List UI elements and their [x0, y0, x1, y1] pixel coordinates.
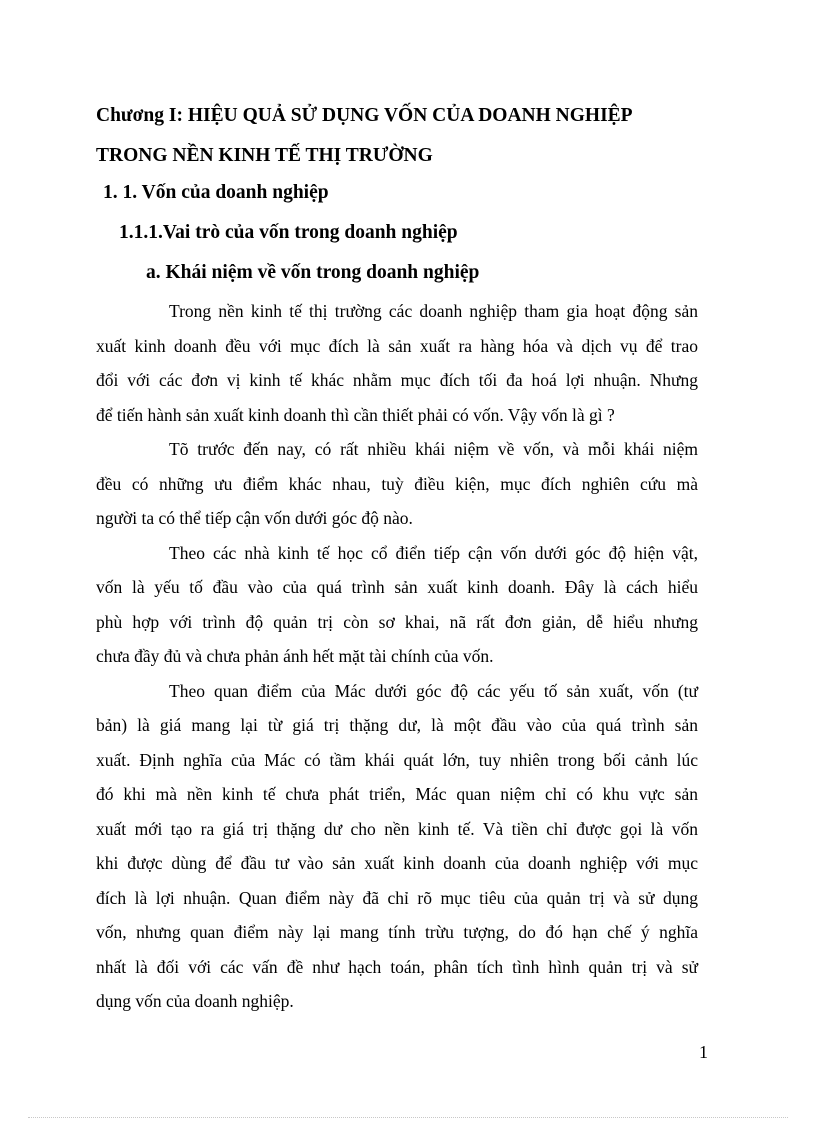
paragraph-line: xuất kinh doanh đều với mục đích là sản xuất ra hàng hóa và dịch vụ để trao — [96, 335, 698, 356]
chapter-title-line-2: TRONG NỀN KINH TẾ THỊ TRƯỜNG — [96, 145, 433, 166]
paragraph-line: phù hợp với trình độ quản trị còn sơ khai, nã rất đơn giản, dễ hiểu nhưng — [96, 611, 698, 632]
paragraph-line: đều có những ưu điểm khác nhau, tuỳ điều kiện, mục đích nghiên cứu mà — [96, 473, 698, 494]
paragraph-line: Tõ trước đến nay, có rất nhiều khái niệm về vốn, và mỗi khái niệm — [169, 439, 698, 459]
paragraph-line: người ta có thể tiếp cận vốn dưới góc độ nào. — [96, 508, 413, 528]
paragraph-2 — [96, 432, 698, 536]
chapter-title-line-1: Chương I: HIỆU QUẢ SỬ DỤNG VỐN CỦA DOANH NGHIỆP — [96, 105, 633, 126]
paragraph-line: đích là lợi nhuận. Quan điểm này đã chỉ rõ mục tiêu của quản trị và sử dụng — [96, 887, 698, 908]
section-heading: 1. 1. Vốn của doanh nghiệp — [103, 182, 329, 203]
paragraph-line: khi được dùng để đầu tư vào sản xuất kinh doanh của doanh nghiệp với mục — [96, 853, 698, 873]
chapter-title — [96, 96, 716, 176]
paragraph-line: Theo các nhà kinh tế học cổ điển tiếp cận vốn dưới góc độ hiện vật, — [169, 542, 698, 563]
paragraph-line: để tiến hành sản xuất kinh doanh thì cần thiết phải có vốn. Vậy vốn là gì ? — [96, 404, 615, 425]
paragraph-line: đó khi mà nền kinh tế chưa phát triển, Mác quan niệm chỉ có khu vực sản — [96, 784, 698, 804]
paragraph-line: Theo quan điểm của Mác dưới góc độ các yếu tố sản xuất, vốn (tư — [169, 680, 698, 701]
paragraph-4 — [96, 674, 698, 1019]
paragraph-line: nhất là đối với các vấn đề như hạch toán, phân tích tình hình quản trị và sử — [96, 956, 698, 977]
paragraph-line: Trong nền kinh tế thị trường các doanh nghiệp tham gia hoạt động sản — [169, 301, 698, 321]
paragraph-3 — [96, 536, 698, 674]
paragraph-line: vốn là yếu tố đầu vào của quá trình sản xuất kinh doanh. Đây là cách hiểu — [96, 577, 698, 597]
paragraph-line: dụng vốn của doanh nghiệp. — [96, 991, 294, 1011]
body-text — [96, 294, 698, 1019]
page-bottom-divider — [28, 1117, 788, 1118]
paragraph-line: bản) là giá mang lại từ giá trị thặng dư, là một đầu vào của quá trình sản — [96, 715, 698, 735]
paragraph-1 — [96, 294, 698, 432]
paragraph-line: xuất mới tạo ra giá trị thặng dư cho nền kinh tế. Và tiền chỉ được gọi là vốn — [96, 818, 698, 839]
page-number: 1 — [699, 1042, 708, 1062]
item-heading: a. Khái niệm về vốn trong doanh nghiệp — [146, 262, 480, 283]
paragraph-line: đổi với các đơn vị kinh tế khác nhằm mục đích tối đa hoá lợi nhuận. Nhưng — [96, 370, 698, 390]
paragraph-line: xuất. Định nghĩa của Mác có tầm khái quát lớn, tuy nhiên trong bối cảnh lúc — [96, 749, 698, 770]
paragraph-line: vốn, nhưng quan điểm này lại mang tính trừu tượng, do đó hạn chế ý nghĩa — [96, 922, 698, 942]
subsection-heading: 1.1.1.Vai trò của vốn trong doanh nghiệp — [119, 222, 458, 243]
paragraph-line: chưa đầy đủ và chưa phản ánh hết mặt tài chính của vốn. — [96, 646, 494, 666]
